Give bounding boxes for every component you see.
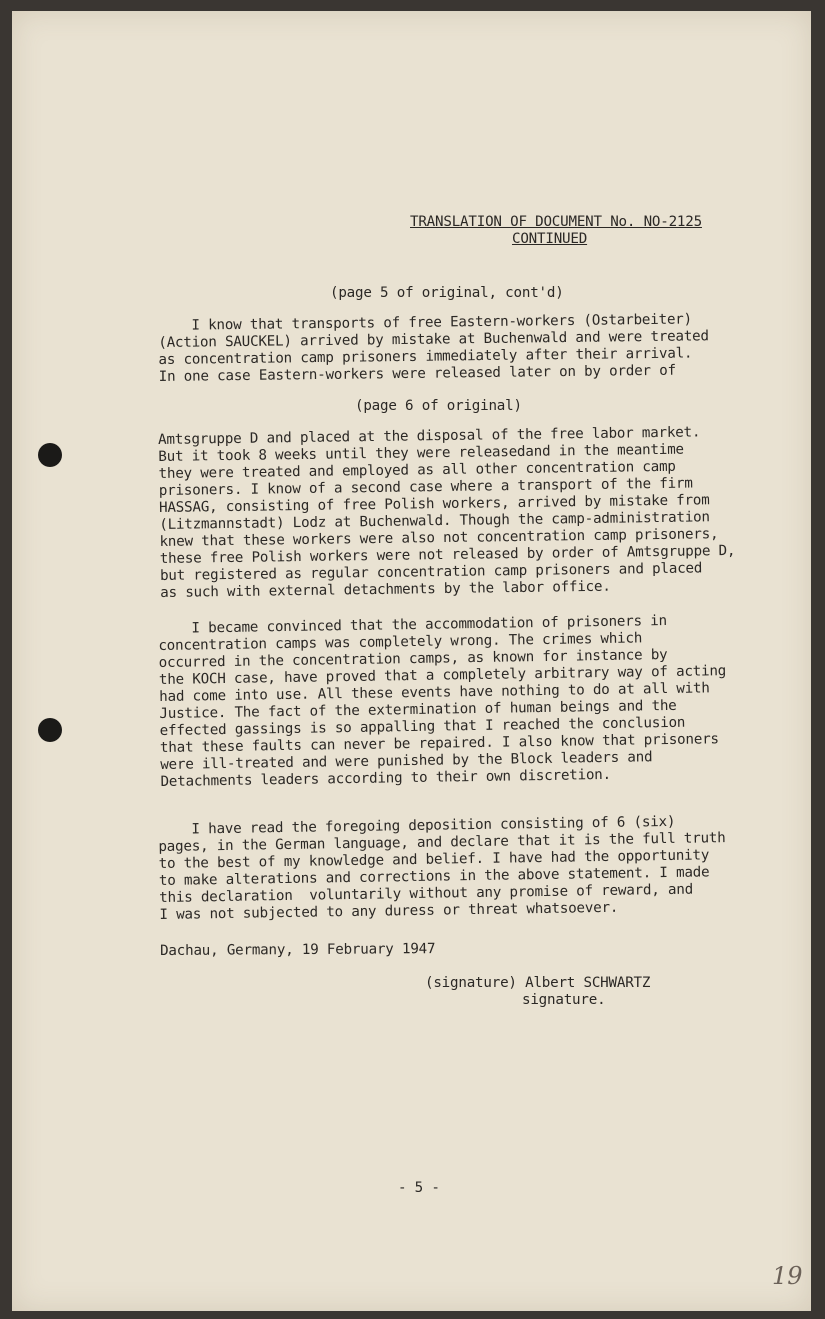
page-note: (page 5 of original, cont'd) <box>330 285 564 301</box>
paragraph: I have read the foregoing deposition consisting of 6 (six) pages, in the German language, and declare that it is the full truth to the best of my knowledge and belief. I have had the opportunity to make alterations and corrections in the above statement. I made this declaration voluntarily without any promise of reward, and I was not subjected to any duress or threat whatsoever. <box>158 813 726 923</box>
folio-number: 19 <box>772 1262 803 1290</box>
punch-hole <box>38 718 62 742</box>
signature-label: signature. <box>522 992 606 1008</box>
document-header-continued: CONTINUED <box>512 231 588 247</box>
page-number: - 5 - <box>398 1180 440 1196</box>
paragraph: I became convinced that the accommodation of prisoners in concentration camps was completely wrong. The crimes which occurred in the concentration camps, as known for instance by the KOCH case, have proved that a completely arbitrary way of acting had come into use. All these events have nothing to do at all with Justice. The fact of the extermination of human beings and the effected gassings is so appalling that I reached the conclusion that these faults can never be repaired. I also know that prisoners were ill-treated and were punished by the Block leaders and Detachments leaders according to their own discretion. <box>158 613 727 790</box>
signature-line: (signature) Albert SCHWARTZ <box>425 975 651 991</box>
punch-hole <box>38 443 62 467</box>
page-note: (page 6 of original) <box>355 398 522 414</box>
document-header: TRANSLATION OF DOCUMENT No. NO-2125 <box>410 214 702 230</box>
paragraph: I know that transports of free Eastern-workers (Ostarbeiter) (Action SAUCKEL) arrived by mistake at Buchenwald and were treated as concentration camp prisoners immediately after their arrival. In one case Eastern-workers were released later on by order of <box>158 311 709 385</box>
place-date: Dachau, Germany, 19 February 1947 <box>160 941 436 959</box>
paragraph: Amtsgruppe D and placed at the disposal of the free labor market. But it took 8 weeks until they were releasedand in the meantime they were treated and employed as all other concentration camp prisoners. I know of a second case where a transport of the firm HASSAG, consisting of free Polish workers, arrived by mistake from (Litzmannstadt) Lodz at Buchenwald. Though the camp-administration knew that these workers were also not concentration camp prisoners, these free Polish workers were not released by order of Amtsgruppe D, but registered as regular concentration camp prisoners and placed as such with external detachments by the labor office. <box>158 424 736 601</box>
